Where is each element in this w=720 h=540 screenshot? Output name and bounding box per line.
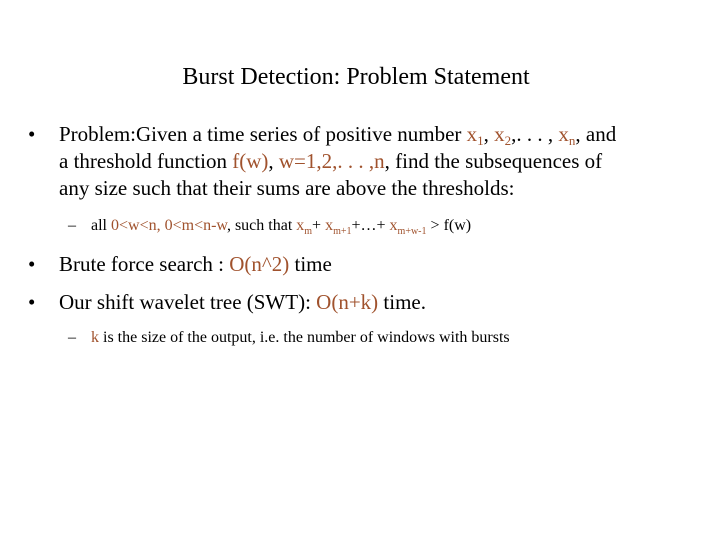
sub-bullet-output: k is the size of the output, i.e. the number of windows with bursts — [91, 329, 510, 346]
fw-term: f(w) — [443, 217, 472, 234]
bullet-line-3: any size such that their sums are above the thresholds: — [59, 176, 515, 200]
condition-range: 0<w<n, 0<m<n-w — [111, 217, 227, 234]
k-term: k — [91, 329, 99, 346]
problem-text: Problem:Given a time series of positive number — [59, 122, 467, 146]
sub-bullet-dash: – — [68, 217, 76, 234]
w-range: w=1,2,. . . ,n — [278, 149, 385, 173]
xm-term: $x_m$ — [296, 217, 313, 237]
bullet-line-2: a threshold function f(w), w=1,2,. . . ,n, find the subsequences of — [59, 149, 603, 173]
brute-force-complexity: O(n^2) — [229, 252, 290, 276]
xn-term: $x_n$ — [558, 122, 576, 148]
bullet-marker: • — [28, 290, 36, 314]
sub-bullet-dash: – — [68, 329, 76, 346]
bullet-marker: • — [28, 252, 36, 276]
swt-complexity: O(n+k) — [316, 290, 379, 314]
xmw-term: $x_{m+w-1}$ — [389, 217, 427, 237]
threshold-function: f(w) — [232, 149, 269, 173]
bullet-marker: • — [28, 122, 36, 146]
sub-bullet-condition: all 0<w<n, 0<m<n-w, such that $x_m+$ $x_{m+1}+\dots+ x_{m+w-1} > f(w)$ — [91, 217, 472, 237]
x2-term: $x_2$ — [494, 122, 512, 148]
slide-title: Burst Detection: Problem Statement — [182, 64, 530, 90]
x1-term: $x_1$ — [466, 122, 484, 148]
bullet-line-1: Problem:Given a time series of positive number $x_1$, $x_2$,. . . , $x_n$, and — [59, 122, 617, 148]
xm1-term: $x_{m+1}$ — [325, 217, 352, 237]
